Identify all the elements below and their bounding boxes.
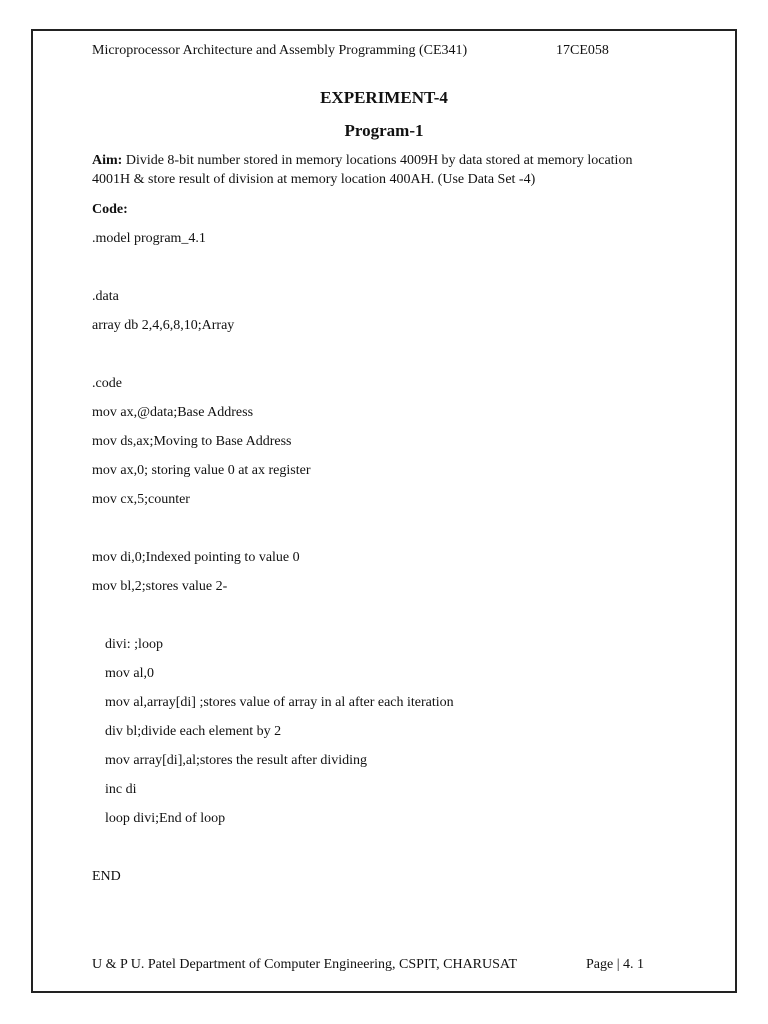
code-line: mov cx,5;counter: [92, 492, 190, 507]
footer-department: U & P U. Patel Department of Computer Engineering, CSPIT, CHARUSAT: [92, 957, 518, 972]
code-line: .model program_4.1: [92, 231, 206, 246]
aim-paragraph: [92, 151, 652, 189]
header-student-id: 17CE058: [556, 43, 609, 58]
code-line: mov di,0;Indexed pointing to value 0: [92, 550, 300, 565]
program-title: Program-1: [344, 121, 424, 140]
code-label: Code:: [92, 202, 128, 217]
footer-page-number: Page | 4. 1: [586, 957, 645, 972]
code-line: mov al,0: [105, 666, 154, 681]
code-line: .data: [92, 289, 119, 304]
code-line: mov ax,0; storing value 0 at ax register: [92, 463, 311, 478]
code-line: div bl;divide each element by 2: [105, 724, 282, 739]
code-line: array db 2,4,6,8,10;Array: [92, 318, 235, 333]
aim-label: Aim:: [92, 153, 123, 168]
code-line: inc di: [105, 782, 137, 797]
code-line: mov al,array[di] ;stores value of array in al after each iteration: [105, 695, 454, 710]
code-line: mov ax,@data;Base Address: [92, 405, 254, 420]
code-line: loop divi;End of loop: [105, 811, 226, 826]
code-line: mov bl,2;stores value 2-: [92, 579, 228, 594]
code-line: END: [92, 869, 121, 884]
code-line: divi: ;loop: [105, 637, 163, 652]
header-course-title: Microprocessor Architecture and Assembly Programming (CE341): [92, 43, 468, 58]
code-line: .code: [92, 376, 122, 391]
experiment-title: EXPERIMENT-4: [320, 88, 448, 107]
code-line: mov array[di],al;stores the result after dividing: [105, 753, 368, 768]
code-line: mov ds,ax;Moving to Base Address: [92, 434, 292, 449]
aim-text: Divide 8-bit number stored in memory locations 4009H by data stored at memory location 4001H & store result of division at memory location 400AH. (Use Data Set -4): [92, 153, 633, 187]
